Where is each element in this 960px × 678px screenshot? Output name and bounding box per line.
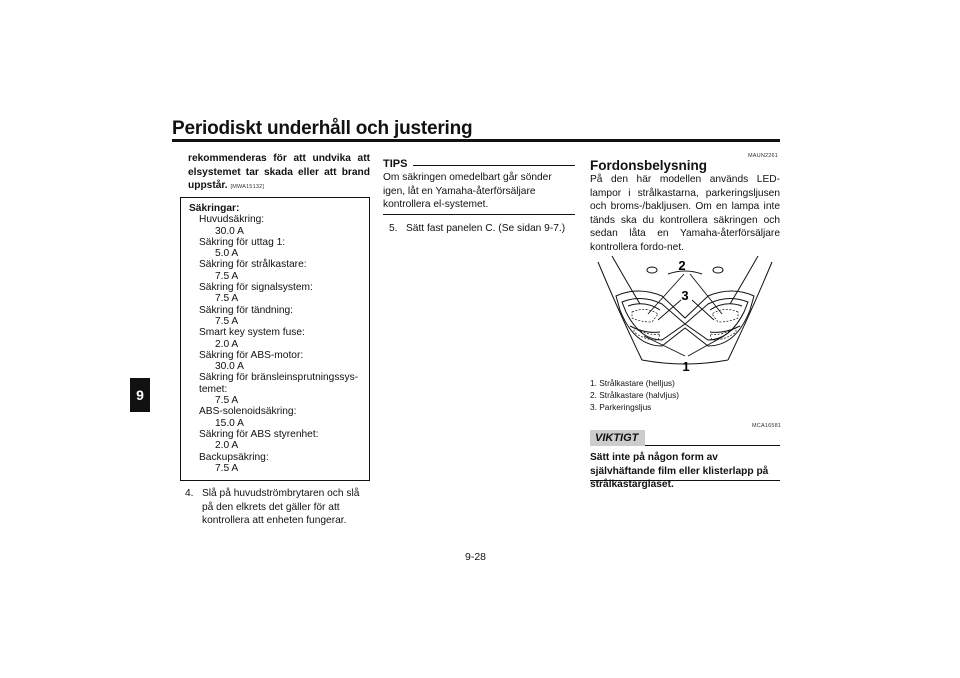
fuse-value: 7.5 A <box>215 395 239 407</box>
figure-label-2: 2 <box>678 258 686 273</box>
section-ref: MAUN2261 <box>748 153 779 159</box>
fuse-label: Säkring för uttag 1: <box>199 236 286 248</box>
fuse-label: Säkring för strålkastare: <box>199 259 307 271</box>
step-text: Slå på huvudströmbrytaren och slå på den elkrets det gäller för att kontrollera att enheten fungerar. <box>202 488 360 527</box>
fuse-value: 7.5 A <box>215 462 239 474</box>
figure-captions <box>590 377 780 413</box>
page-title: Periodiskt underhåll och justering <box>172 118 473 139</box>
fuse-label-cont: temet: <box>199 383 228 395</box>
fuse-heading: Säkringar: <box>189 203 240 214</box>
warning-text <box>188 152 370 195</box>
fuse-label: Säkring för ABS styrenhet: <box>199 428 319 440</box>
warning-body: rekommenderas för att undvika att elsystemet tar skada eller att brand uppstår. <box>188 153 370 192</box>
step-number: 4. <box>185 488 194 499</box>
tips-end-rule <box>383 214 575 215</box>
fuse-value: 7.5 A <box>215 270 239 282</box>
step-4 <box>185 487 371 528</box>
fuse-value: 15.0 A <box>215 417 244 429</box>
tips-label: TIPS <box>383 158 408 170</box>
fuse-value: 5.0 A <box>215 248 239 260</box>
step-text: Sätt fast panelen C. (Se sidan 9-7.) <box>406 223 566 234</box>
section-body: På den här modellen används LED-lampor i strålkastarna, parkeringsljusen och broms-/bakljusen. Om en lampa inte tänds ska du kontrollera säkringen och sedan låta en Yamaha-återförsäljare kontrollera fordo-net. <box>590 174 780 253</box>
step-5 <box>389 222 575 236</box>
notice-rule <box>645 445 780 446</box>
notice-label: VIKTIGT <box>590 430 645 446</box>
fuse-label: Backupsäkring: <box>199 451 269 463</box>
fuse-label: Säkring för signalsystem: <box>199 282 313 294</box>
fuse-value: 2.0 A <box>215 338 239 350</box>
title-rule <box>172 139 780 142</box>
fuse-spec-box <box>180 197 370 481</box>
fuse-value: 30.0 A <box>215 361 244 373</box>
figure-label-3: 3 <box>681 288 689 303</box>
notice-ref: MCA16581 <box>752 423 782 429</box>
notice-end-rule <box>590 480 780 481</box>
section-title: Fordonsbelysning <box>590 158 708 173</box>
caption-item: 2. Strålkastare (halvljus) <box>590 390 679 400</box>
fuse-label: ABS-solenoidsäkring: <box>199 406 297 418</box>
fuse-value: 7.5 A <box>215 315 239 327</box>
tips-rule <box>413 165 575 166</box>
fuse-label: Huvudsäkring: <box>199 214 265 226</box>
warning-ref: [MWA15132] <box>230 184 265 191</box>
headlight-figure <box>590 252 780 372</box>
chapter-tab: 9 <box>130 378 150 412</box>
fuse-label: Säkring för bränsleinsprutningssys- <box>199 372 359 384</box>
notice-text: Sätt inte på någon form av självhäftande film eller klisterlapp på strålkastarglaset. <box>590 452 769 491</box>
fuse-label: Säkring för ABS-motor: <box>199 349 304 361</box>
caption-item: 1. Strålkastare (helljus) <box>590 378 675 388</box>
step-number: 5. <box>389 223 398 234</box>
caption-item: 3. Parkeringsljus <box>590 402 652 412</box>
figure-label-1: 1 <box>682 359 690 372</box>
tips-text: Om säkringen omedelbart går sönder igen, låt en Yamaha-återförsäljare kontrollera el-systemet. <box>383 172 552 211</box>
fuse-value: 2.0 A <box>215 440 239 452</box>
fuse-label: Säkring för tändning: <box>199 304 294 316</box>
fuse-value: 7.5 A <box>215 293 239 305</box>
fuse-label: Smart key system fuse: <box>199 327 305 339</box>
page-number: 9-28 <box>465 551 487 563</box>
fuse-value: 30.0 A <box>215 225 244 237</box>
